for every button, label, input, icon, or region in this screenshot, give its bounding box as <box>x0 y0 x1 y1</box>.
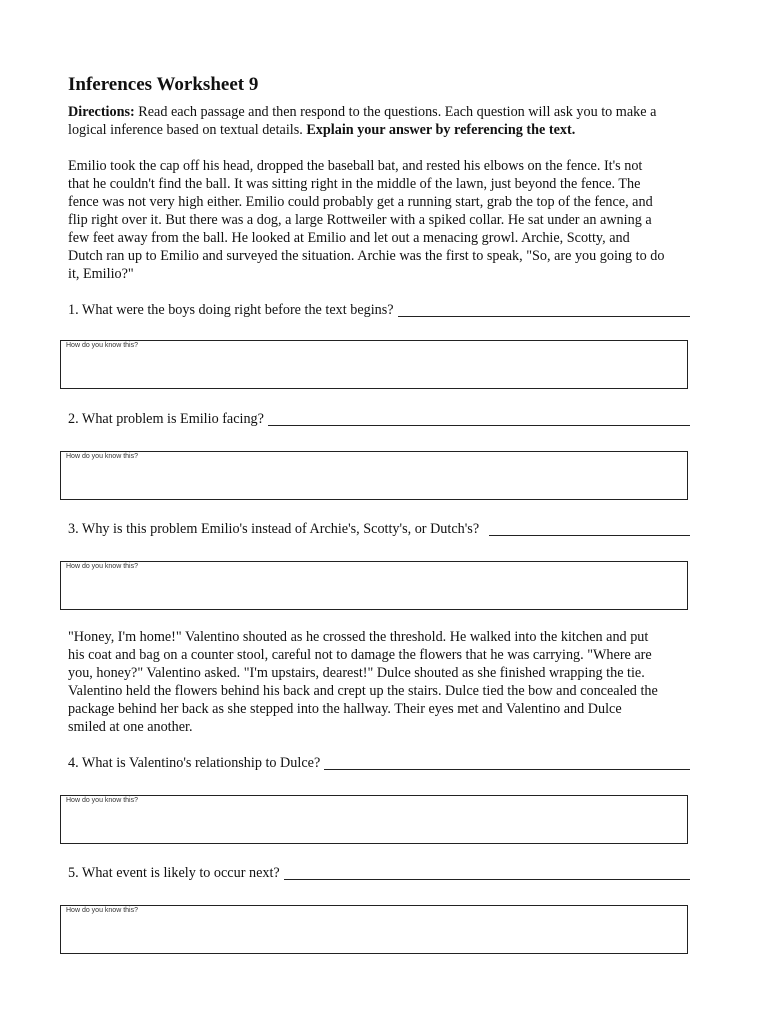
answer-box-2[interactable] <box>60 451 688 500</box>
answer-box-5[interactable] <box>60 905 688 954</box>
answer-box-3[interactable] <box>60 561 688 610</box>
passage-line: fence was not very high either. Emilio could probably get a running start, grab the top of the fence, and <box>68 194 653 210</box>
passage-1 <box>68 157 704 283</box>
directions-lead: Directions: <box>68 104 135 120</box>
answer-line[interactable] <box>284 865 690 880</box>
question-2 <box>68 410 690 428</box>
box-label: How do you know this? <box>66 563 138 570</box>
answer-line[interactable] <box>489 521 690 536</box>
passage-line: flip right over it. But there was a dog, a large Rottweiler with a spiked collar. He sat under an awning a <box>68 212 652 228</box>
passage-line: Emilio took the cap off his head, dropped the baseball bat, and rested his elbows on the fence. It's not <box>68 158 643 174</box>
box-label: How do you know this? <box>66 453 138 460</box>
question-text: 4. What is Valentino's relationship to Dulce? <box>68 755 321 771</box>
answer-box-1[interactable] <box>60 340 688 389</box>
worksheet-title: Inferences Worksheet 9 <box>68 74 259 95</box>
box-label: How do you know this? <box>66 907 138 914</box>
answer-box-4[interactable] <box>60 795 688 844</box>
passage-line: you, honey?" Valentino asked. "I'm upstairs, dearest!" Dulce shouted as she finished wrapping the tie. <box>68 665 645 681</box>
box-label: How do you know this? <box>66 342 138 349</box>
passage-line: Valentino held the flowers behind his back and crept up the stairs. Dulce tied the bow and concealed the <box>68 683 658 699</box>
passage-line: his coat and bag on a counter stool, careful not to damage the flowers that he was carrying. "Where are <box>68 647 652 663</box>
question-1 <box>68 301 690 319</box>
question-5 <box>68 864 690 882</box>
question-text: 2. What problem is Emilio facing? <box>68 411 264 427</box>
passage-line: Dutch ran up to Emilio and surveyed the situation. Archie was the first to speak, "So, are you going to do <box>68 248 665 264</box>
passage-line: few feet away from the ball. He looked at Emilio and let out a menacing growl. Archie, Scotty, and <box>68 230 630 246</box>
answer-line[interactable] <box>268 411 690 426</box>
answer-line[interactable] <box>398 302 690 317</box>
passage-line: it, Emilio?" <box>68 266 134 282</box>
question-text: 5. What event is likely to occur next? <box>68 865 280 881</box>
directions-text: Read each passage and then respond to the questions. Each question will ask you to make a logical inference based on textual details. <box>68 104 657 138</box>
directions-emphasis: Explain your answer by referencing the text. <box>306 122 576 138</box>
question-text: 3. Why is this problem Emilio's instead of Archie's, Scotty's, or Dutch's? <box>68 521 480 537</box>
question-3 <box>68 520 690 538</box>
passage-line: package behind her back as she stepped into the hallway. Their eyes met and Valentino and Dulce <box>68 701 622 717</box>
passage-line: smiled at one another. <box>68 719 193 735</box>
passage-2 <box>68 628 704 736</box>
worksheet-page <box>68 0 704 1024</box>
passage-line: "Honey, I'm home!" Valentino shouted as he crossed the threshold. He walked into the kitchen and put <box>68 629 649 645</box>
answer-line[interactable] <box>324 755 690 770</box>
passage-line: that he couldn't find the ball. It was sitting right in the middle of the lawn, just beyond the fence. The <box>68 176 641 192</box>
directions <box>68 103 698 139</box>
question-4 <box>68 754 690 772</box>
question-text: 1. What were the boys doing right before the text begins? <box>68 302 394 318</box>
box-label: How do you know this? <box>66 797 138 804</box>
